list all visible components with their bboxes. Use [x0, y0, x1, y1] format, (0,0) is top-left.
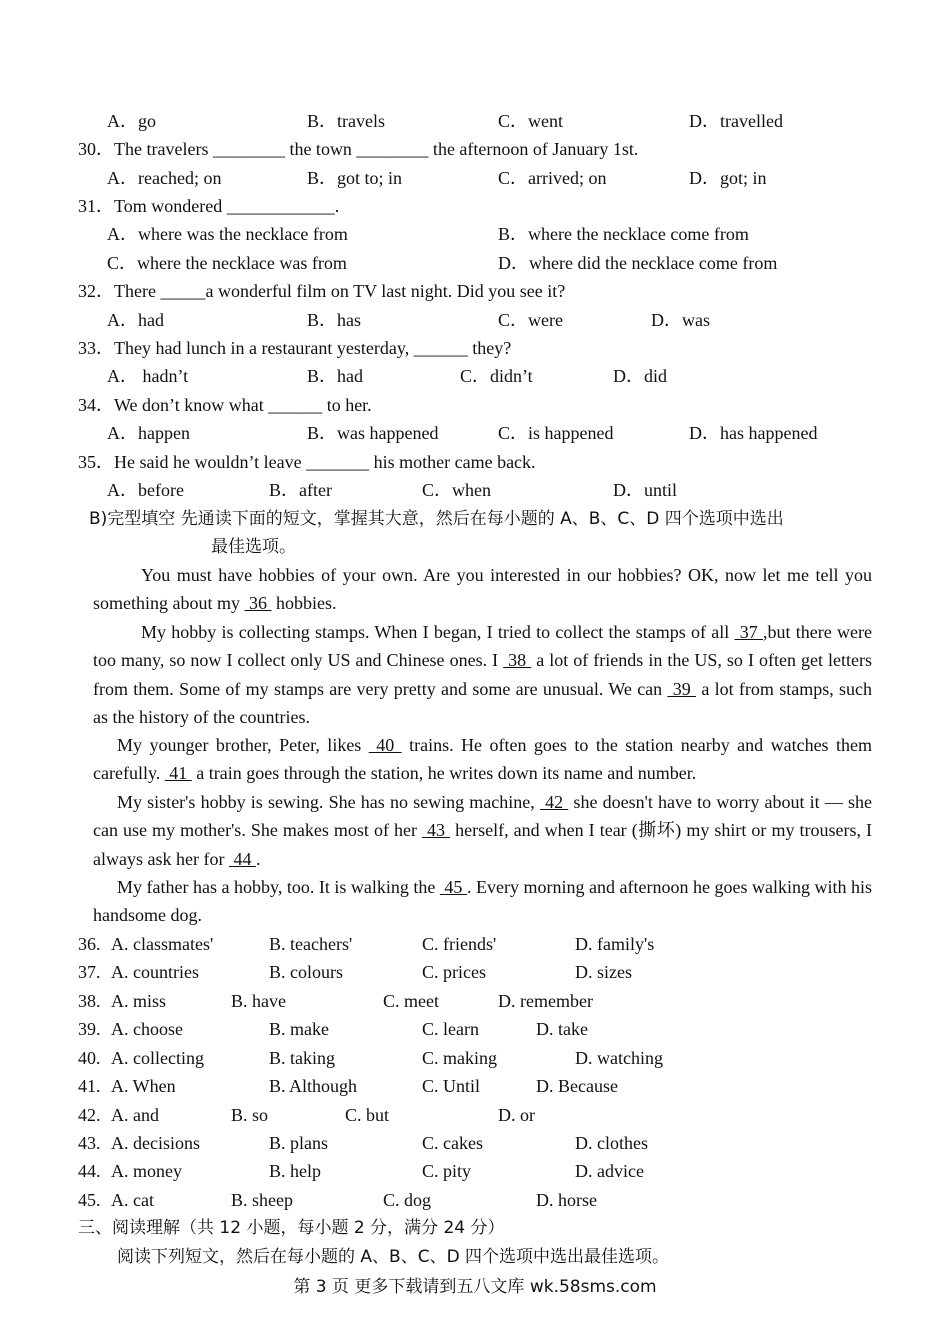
option-c: C. friends': [422, 934, 497, 954]
option-a: A. decisions: [111, 1133, 200, 1153]
option-d: D．was: [651, 310, 710, 330]
option-c: C．were: [498, 310, 563, 330]
option-c: C．didn’t: [460, 366, 533, 386]
option-d: D. horse: [536, 1190, 597, 1210]
option-c: C．is happened: [498, 423, 614, 443]
option-d: D. Because: [536, 1076, 618, 1096]
option-a: A. miss: [111, 991, 167, 1011]
blank-41: 41: [164, 763, 192, 784]
blank-45: 45: [439, 877, 467, 897]
passage-paragraph-3: My younger brother, Peter, likes 40 trains. He often goes to the station nearby and watches them carefully. 41 a train goes through the station, he writes down its name and number.: [93, 735, 872, 784]
blank-39: 39: [667, 678, 697, 699]
option-c: C．where the necklace was from: [107, 253, 347, 273]
blank-44: 44: [228, 848, 256, 869]
option-d: D. remember: [498, 991, 593, 1011]
option-b: B．was happened: [307, 423, 439, 443]
option-b: B．where the necklace come from: [498, 224, 749, 244]
option-a: A. choose: [111, 1019, 183, 1039]
option-c: C. dog: [383, 1190, 432, 1210]
passage-paragraph-1: You must have hobbies of your own. Are you interested in our hobbies? OK, now let me tell you something about my 36 hobbies.: [93, 565, 872, 614]
option-d: D．did: [613, 366, 667, 386]
blank-43: 43: [422, 820, 451, 841]
option-c: C．arrived; on: [498, 168, 607, 188]
passage-paragraph-2: My hobby is collecting stamps. When I began, I tried to collect the stamps of all 37 ,but there were too many, so now I collect only US and Chinese ones. I 38 a lot of friends in the US, so I often get letters from them. Some of my stamps are very pretty and some are unusual. We can 39 a lot from stamps, such as the history of the countries.: [93, 622, 873, 728]
option-a: A．reached; on: [107, 168, 222, 188]
page-footer: 第 3 页 更多下载请到五八文库 wk.58sms.com: [293, 1277, 657, 1297]
option-a: A．had: [107, 310, 164, 330]
option-d: D. advice: [575, 1161, 644, 1181]
option-b: B．travels: [307, 111, 385, 131]
option-a: A. and: [111, 1105, 159, 1125]
option-b: B. colours: [269, 962, 343, 982]
option-c: C. meet: [383, 991, 439, 1011]
option-b: B．has: [307, 310, 361, 330]
blank-36: 36: [244, 593, 272, 614]
option-c: C. making: [422, 1048, 497, 1068]
option-a: A. collecting: [111, 1048, 204, 1068]
option-c: C. Until: [422, 1076, 481, 1096]
option-b: B. so: [231, 1105, 269, 1125]
option-c: C. prices: [422, 962, 486, 982]
option-b: B. teachers': [269, 934, 353, 954]
option-d: D．travelled: [689, 111, 783, 131]
option-a: A. money: [111, 1161, 182, 1181]
option-b: B. help: [269, 1161, 321, 1181]
option-b: B. have: [231, 991, 286, 1011]
option-d: D. family's: [575, 934, 655, 954]
option-d: D. or: [498, 1105, 535, 1125]
option-c: C．went: [498, 111, 563, 131]
option-c: C. cakes: [422, 1133, 483, 1153]
passage-paragraph-4: My sister's hobby is sewing. She has no sewing machine, 42 she doesn't have to worry about it — she can use my mother's. She makes most of her 43 herself, and when I tear (撕坏) my shirt or my trousers, I always ask her for 44 .: [93, 792, 872, 869]
option-d: D．has happened: [689, 423, 818, 443]
passage-paragraph-5: My father has a hobby, too. It is walking the 45 . Every morning and afternoon he goes walking with his handsome dog.: [93, 877, 872, 926]
option-c: C．when: [422, 480, 491, 500]
option-b: B. Although: [269, 1076, 358, 1096]
option-b: B. sheep: [231, 1190, 293, 1210]
blank-38: 38: [503, 650, 532, 671]
option-d: D．where did the necklace come from: [498, 253, 778, 273]
option-d: D．got; in: [689, 168, 767, 188]
option-a: A．go: [107, 111, 156, 131]
option-a: A. cat: [111, 1190, 154, 1210]
option-a: A． hadn’t: [107, 366, 189, 386]
option-c: C. learn: [422, 1019, 479, 1039]
option-a: A. countries: [111, 962, 199, 982]
option-a: A. classmates': [111, 934, 214, 954]
blank-42: 42: [539, 792, 569, 812]
option-b: B. plans: [269, 1133, 329, 1153]
option-d: D. take: [536, 1019, 588, 1039]
option-c: C. but: [345, 1105, 390, 1125]
option-b: B. make: [269, 1019, 329, 1039]
option-c: C. pity: [422, 1161, 472, 1181]
option-d: D．until: [613, 480, 678, 500]
option-b: B．after: [269, 480, 332, 500]
option-a: A．where was the necklace from: [107, 224, 348, 244]
blank-37: 37: [734, 622, 764, 642]
option-a: A．happen: [107, 423, 190, 443]
option-b: B．had: [307, 366, 363, 386]
option-b: B．got to; in: [307, 168, 403, 188]
option-d: D. sizes: [575, 962, 632, 982]
option-d: D. clothes: [575, 1133, 648, 1153]
option-a: A. When: [111, 1076, 176, 1096]
exam-page: A．go B．travels C．went D．travelled 30．The travelers ________ the town ________ the afternoon of January 1st. A．reached; on B．got to; in C．arrived; on D．got; in 31．Tom wondered ____________. A．where was the necklace from B．where the necklace come from C．where the necklace was from D．where did the necklace come from 32．There _____a wonderful film on TV last night. Did you see it? A．had B．has C．were D．was 33．They had lunch in a restaurant yesterday, ______ they? A． hadn’t B．had C．didn’t D．did 34．We don’t know what ______ to her. A．happen B．was happened C．is happened D．has happened 35．He said he wouldn’t leave _______ his mother came back. A．before B．after C．when D．until B)完型填空 先通读下面的短文，掌握其大意，然后在每小题的 A、B、C、D 四个选项中选出 最佳选项。 You must have hobbies of your own. Are you interested in our hobbies? OK, now let me tell you something about my 36 hobbies. My hobby is collecting stamps. When I began, I tried to collect the stamps of all 37 ,but there were too many, so now I collect only US and Chinese ones. I 38 a lot of friends in the US, so I often get letters from them. Some of my stamps are very pretty and some are unusual. We can 39 a lot from stamps, such as the history of the countries. My younger brother, Peter, likes 40 trains. He often goes to the station nearby and watches them carefully. 41 a train goes through the station, he writes down its name and number. My sister's hobby is sewing. She has no sewing machine, 42 she doesn't have to worry about it — she can use my mother's. She makes most of her 43 herself, and when I tear (撕坏) my shirt or my trousers, I always ask her for 44 . My father has a hobby, too. It is walking the 45 . Every morning and afternoon he goes walking with his handsome dog. 36. A. classmates' B. teachers' C. friends' D. family's 37. A. countries B. colours C. prices D. sizes 38. A. miss B. have C. meet D. remember 39. A. choose B. make C. learn D. take 40. A. collecting B. taking C. making D. watching 41. A. When B. Although C. Until D. Because 42. A. and B. so C. but D. or 43. A. decisions B. plans C. cakes D. clothes 44. A. money B. help C. pity D. advice 45. A. cat B. sheep C. dog D. horse 三、阅读理解（共 12 小题，每小题 2 分，满分 24 分） 阅读下列短文，然后在每小题的 A、B、C、D 四个选项中选出最佳选项。 第 3 页 更多下载请到五八文库 wk.58sms.com: [0, 0, 950, 1342]
blank-40: 40: [368, 735, 402, 755]
option-a: A．before: [107, 480, 184, 500]
option-b: B. taking: [269, 1048, 335, 1068]
option-d: D. watching: [575, 1048, 663, 1068]
